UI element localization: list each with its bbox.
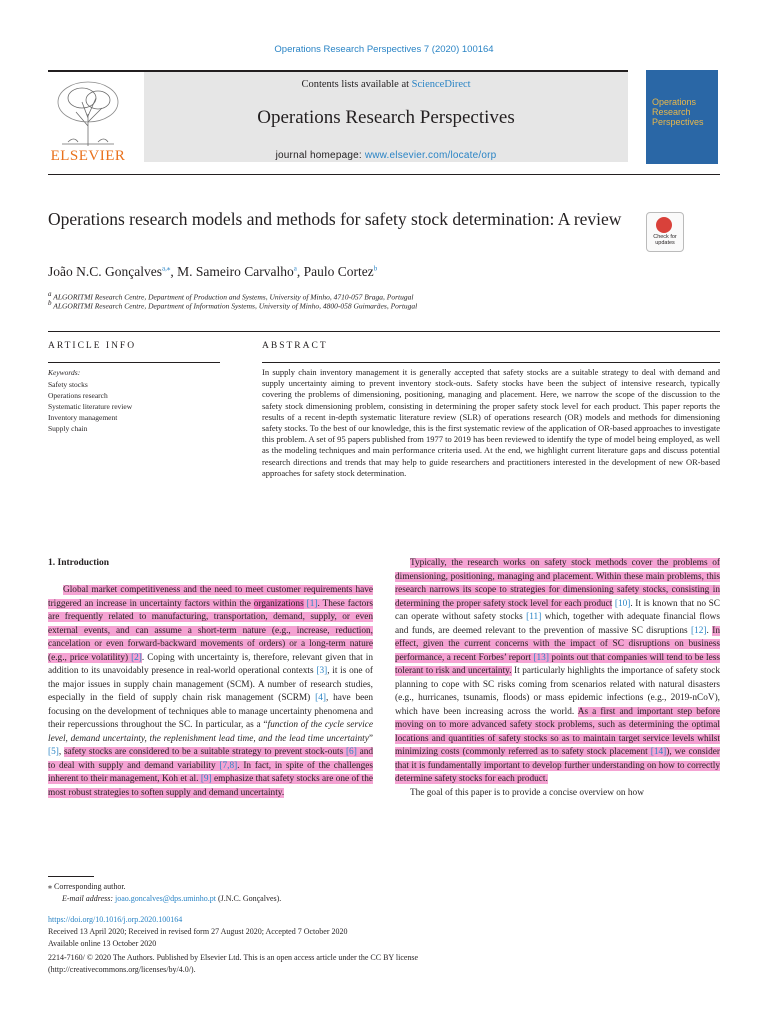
citation-link[interactable]: [13] bbox=[533, 652, 549, 663]
license-url[interactable]: (http://creativecommons.org/licenses/by/4.0/). bbox=[48, 965, 196, 974]
keyword-item: Operations research bbox=[48, 391, 108, 400]
footnote-rule bbox=[48, 876, 94, 877]
affiliation: $^a$ ALGORITMI Research Centre, Department of Production and Systems, University of Minho, 4710-057 Braga, Portugal bbox=[48, 290, 414, 302]
keywords-label: Keywords: bbox=[48, 368, 81, 377]
received-dates: Received 13 April 2020; Received in revised form 27 August 2020; Accepted 7 October 2020 bbox=[48, 927, 348, 936]
corresponding-author-note: ⁎ Corresponding author. bbox=[48, 882, 126, 891]
article-title: Operations research models and methods for safety stock determination: A review bbox=[48, 209, 622, 229]
paragraph: Global market competitiveness and the need to meet customer requirements have triggered an increase in uncertainty factors within the organizations [1]. These factors are frequently related to manufacturing, transportation, demand, supply, or even external events, and can assume a short-term nature (e.g., increase, reduction, cancelation or even forward-backward movements of orders) or a long-term nature (e.g., price volatility) [2]. Coping with uncertainty is, therefore, relevant given that in addition to its unavoidably presence in real-world operational contexts [3], it is one of the major issues in supply chain management (SCM). A number of research studies, especially in the field of supply chain risk management (SCRM) [4], have been focusing on the development of techniques able to manage uncertainty phenomena and their repercussions throughout the SC. In particular, as a “function of the cycle service level, demand uncertainty, the replenishment lead time, and the lead time uncertainty” [5], safety stocks are considered to be a suitable strategy to prevent stock-outs [6] and to deal with supply and demand variability [7,8]. In fact, in spite of the challenges inherent to their management, Koh et al. [9] emphasize that safety stocks are one of the most robust strategies to soften supply and demand uncertainty. bbox=[48, 585, 374, 798]
citation-link[interactable]: [4] bbox=[315, 693, 326, 703]
citation-link[interactable]: [12] bbox=[691, 625, 707, 636]
citation-link[interactable]: [3] bbox=[316, 666, 328, 676]
contents-available: Contents lists available at ScienceDirect bbox=[301, 79, 471, 90]
keyword-item: Safety stocks bbox=[48, 380, 88, 389]
check-updates-icon bbox=[656, 217, 672, 233]
body-column-right bbox=[395, 557, 720, 800]
abstract-heading: ABSTRACT bbox=[262, 341, 328, 351]
citation-link[interactable]: [9] bbox=[200, 774, 212, 784]
cover-title: Operations Research Perspectives bbox=[652, 97, 704, 127]
author-name[interactable]: Paulo Cortez bbox=[303, 264, 374, 279]
citation-link[interactable]: [6] bbox=[345, 747, 357, 757]
homepage-link[interactable]: www.elsevier.com/locate/orp bbox=[364, 150, 497, 161]
affiliation: $^b$ ALGORITMI Research Centre, Department of Information Systems, University of Minho, 4800-058 Guimarães, Portugal bbox=[48, 299, 418, 311]
keyword-list bbox=[48, 379, 132, 434]
citation-link[interactable]: [5] bbox=[48, 747, 59, 757]
keyword-item: Inventory management bbox=[48, 413, 118, 422]
body-column-left bbox=[48, 584, 373, 800]
doi-link[interactable]: https://doi.org/10.1016/j.orp.2020.100164 bbox=[48, 915, 183, 924]
keyword-item: Supply chain bbox=[48, 424, 88, 433]
check-updates-label: Check for updates bbox=[653, 234, 677, 246]
abstract-text: In supply chain inventory management it is generally accepted that safety stocks are a suitable strategy to deal with demand and supply uncertainty aiming to prevent inventory stock-outs. Safety stocks have been the subject of intensive research, typically covering the problems of dimensioning, positioning, managing and placement. Here, we narrow the scope of the discussion to the safety stock dimensioning problem, consisting in determining the proper safety stock level for each product. This paper reports the results of a recent in-depth systematic literature review (SLR) of operations research (OR) models and methods for dimensioning safety stocks. To the best of our knowledge, this is the first systematic review of the application of OR-based approaches to investigate this problem. A set of 95 papers published from 1977 to 2019 has been reviewed to identify the type of model being employed, as well as the modeling techniques and main performance criteria used. At the end, we highlight current literature gaps and discuss potential research directions and trends that may help to guide researchers and practitioners interested in the development of new OR-based approaches for safety stock determination. bbox=[262, 367, 720, 478]
citation-link[interactable]: [14] bbox=[650, 747, 667, 757]
header-divider bbox=[48, 174, 720, 175]
citation-link[interactable]: [11] bbox=[526, 612, 542, 622]
author-name[interactable]: João N.C. Gonçalves bbox=[48, 264, 162, 279]
available-online: Available online 13 October 2020 bbox=[48, 939, 157, 948]
author-list: João N.C. Gonçalves$^{a,⁎}$, M. Sameiro Carvalho$^a$, Paulo Cortez$^b$ bbox=[48, 264, 378, 279]
email-link[interactable]: joao.goncalves@dps.uminho.pt bbox=[115, 894, 216, 903]
journal-homepage: journal homepage: www.elsevier.com/locate/orp bbox=[275, 150, 497, 161]
keyword-item: Systematic literature review bbox=[48, 402, 133, 411]
section-rule bbox=[262, 362, 720, 363]
citation-link[interactable]: [2] bbox=[131, 652, 142, 663]
citation-link[interactable]: [1] bbox=[306, 598, 318, 609]
citation-link[interactable]: [10] bbox=[614, 598, 631, 609]
author-name[interactable]: M. Sameiro Carvalho bbox=[177, 264, 294, 279]
article-info-heading: ARTICLE INFO bbox=[48, 341, 137, 351]
elsevier-wordmark: ELSEVIER bbox=[50, 148, 126, 164]
paragraph: The goal of this paper is to provide a concise overview on how bbox=[410, 787, 644, 798]
paragraph: Typically, the research works on safety stock methods cover the problems of dimensioning, positioning, managing and placement. Within these main problems, this research narrows its scope to strategies for dimensioning safety stocks, consisting in determining the proper safety stock level for each product [10]. It is known that no SC can operate without safety stocks [11] which, together with adequate financial flows and funds, are deemed relevant to the prevention of massive SC disruptions [12]. In effect, given the current concerns with the impact of SC disruptions on business performance, a recent Forbes’ report [13] points out that companies will tend to be less tolerant to risk and uncertainty. It particularly highlights the importance of safety stock planning to cope with SC risks coming from scenarios related with natural disasters (e.g., hurricanes, tsunamis, floods) or mass epidemic infections (e.g., 2019-nCoV), which have been increasing across the world. As a first and important step before moving on to more advanced safety stock problems, such as determining the optimal locations and quantities of safety stocks so as to maintain target service levels whilst minimizing costs (commonly referred as to safety stock placement [14]), we consider that it is fundamentally important to develop further understanding on how to correctly determine safety stocks for each product. bbox=[395, 558, 721, 784]
citation-link[interactable]: [7,8] bbox=[219, 760, 238, 771]
section-heading: 1. Introduction bbox=[48, 558, 110, 568]
sciencedirect-link[interactable]: ScienceDirect bbox=[411, 79, 471, 90]
section-rule bbox=[48, 331, 720, 332]
journal-citation-link[interactable]: Operations Research Perspectives 7 (2020) 100164 bbox=[274, 44, 494, 55]
section-rule bbox=[48, 362, 220, 363]
email-note: E-mail address: joao.goncalves@dps.uminho.pt (J.N.C. Gonçalves). bbox=[62, 894, 282, 903]
journal-name: Operations Research Perspectives bbox=[257, 107, 515, 128]
license-text: 2214-7160/ © 2020 The Authors. Published by Elsevier Ltd. This is an open access article under the CC BY license bbox=[48, 953, 419, 962]
